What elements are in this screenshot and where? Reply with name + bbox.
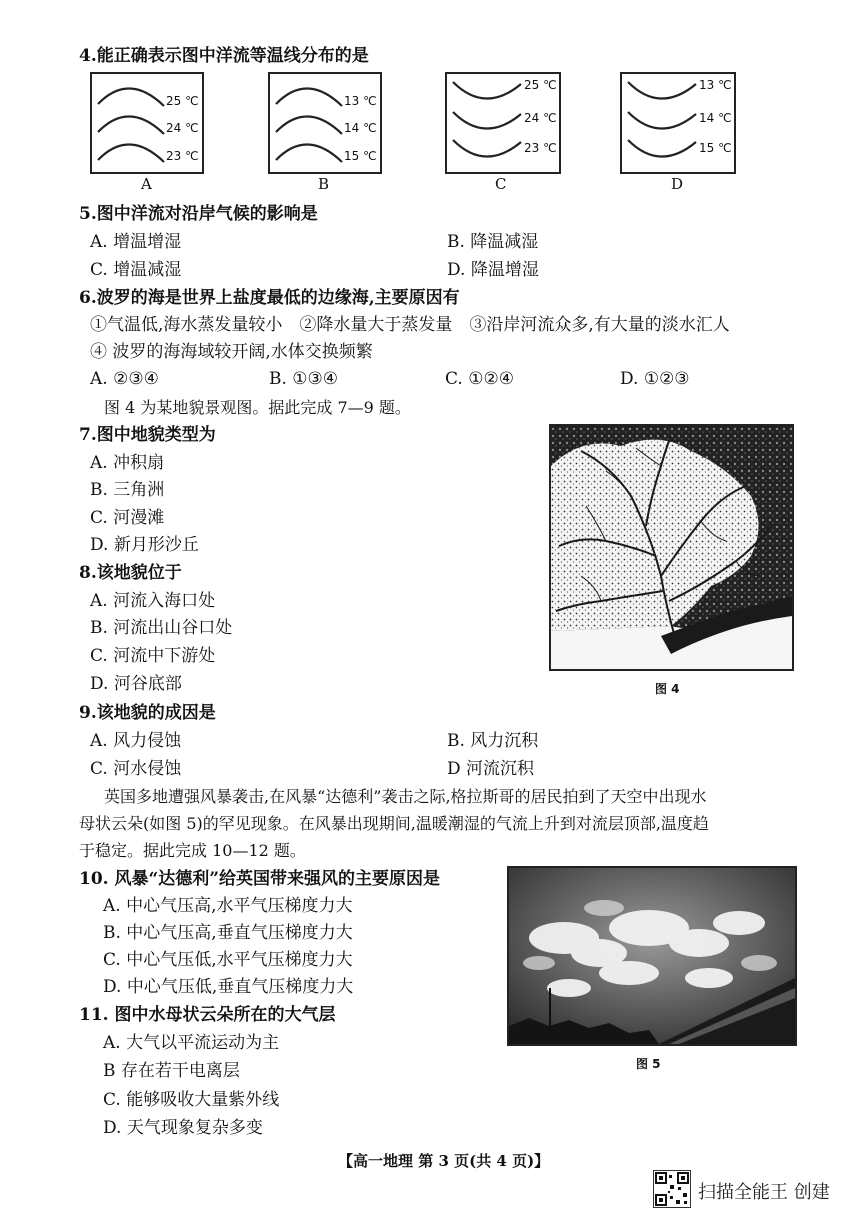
q7-option-a: A. 冲积扇 [90,453,165,473]
q5-option-d: D. 降温增湿 [447,260,539,280]
q9-option-d: D 河流沉积 [447,759,535,779]
isotherm-label: 23 ℃ [524,141,557,155]
q8-option-a: A. 河流入海口处 [90,591,216,611]
q11-option-a: A. 大气以平流运动为主 [103,1033,280,1053]
q7-option-c: C. 河漫滩 [90,508,165,528]
q6-option-c: C. ①②④ [445,369,514,389]
q7-option-b: B. 三角洲 [90,480,165,500]
q9-option-b: B. 风力沉积 [447,731,539,751]
isotherm-box-c [445,72,561,174]
isotherm-label: 24 ℃ [166,121,199,135]
q11-option-c: C. 能够吸收大量紫外线 [103,1090,280,1110]
q9-option-c: C. 河水侵蚀 [90,759,182,779]
intro-storm-line2: 母状云朵(如图 5)的罕见现象。在风暴出现期间,温暖潮湿的气流上升到对流层顶部,温度趋 [79,814,709,833]
q6-stem: 6.波罗的海是世界上盐度最低的边缘海,主要原因有 [79,288,460,308]
q5-option-c: C. 增温减湿 [90,260,182,280]
q11-option-b: B 存在若干电离层 [103,1061,240,1081]
isotherm-box-b [268,72,382,174]
q9-option-a: A. 风力侵蚀 [90,731,182,751]
page-footer: 【高一地理 第 3 页(共 4 页)】 [338,1152,550,1170]
q7-option-d: D. 新月形沙丘 [90,535,199,555]
q11-option-d: D. 天气现象复杂多变 [103,1118,263,1138]
isotherm-label: 13 ℃ [699,78,732,92]
figure-5-cloud-image [507,866,797,1046]
q6-option-a: A. ②③④ [90,369,159,389]
isotherm-label: 25 ℃ [524,78,557,92]
isotherm-label: 15 ℃ [699,141,732,155]
q8-option-d: D. 河谷底部 [90,674,182,694]
q4-stem: 4.能正确表示图中洋流等温线分布的是 [79,46,369,66]
qr-code-icon [653,1170,691,1208]
q10-option-b: B. 中心气压高,垂直气压梯度力大 [103,923,353,943]
q6-option-d: D. ①②③ [620,369,690,389]
q5-option-a: A. 增温增湿 [90,232,182,252]
q8-option-c: C. 河流中下游处 [90,646,216,666]
intro-storm-line3: 于稳定。据此完成 10—12 题。 [79,841,306,860]
intro-storm-line1: 英国多地遭强风暴袭击,在风暴“达德利”袭击之际,格拉斯哥的居民拍到了天空中出现水 [104,787,707,806]
q5-option-b: B. 降温减湿 [447,232,539,252]
isotherm-label: 25 ℃ [166,94,199,108]
q10-option-d: D. 中心气压低,垂直气压梯度力大 [103,977,354,997]
q8-option-b: B. 河流出山谷口处 [90,618,233,638]
q5-stem: 5.图中洋流对沿岸气候的影响是 [79,204,318,224]
option-letter-b: B [318,175,330,193]
isotherm-label: 14 ℃ [699,111,732,125]
q10-option-c: C. 中心气压低,水平气压梯度力大 [103,950,353,970]
figure-5-caption: 图 5 [636,1057,661,1071]
scanner-watermark: 扫描全能王 创建 [698,1182,830,1203]
isotherm-box-a [90,72,204,174]
figure-4-caption: 图 4 [655,682,680,696]
q6-statement-line2: ④ 波罗的海海域较开阔,水体交换频繁 [90,342,373,362]
isotherm-box-d [620,72,736,174]
q10-option-a: A. 中心气压高,水平气压梯度力大 [103,896,353,916]
intro-figure4: 图 4 为某地貌景观图。据此完成 7—9 题。 [104,398,411,417]
isotherm-label: 13 ℃ [344,94,377,108]
q9-stem: 9.该地貌的成因是 [79,703,216,723]
isotherm-label: 15 ℃ [344,149,377,163]
isotherm-label: 14 ℃ [344,121,377,135]
option-letter-c: C [495,175,507,193]
q6-option-b: B. ①③④ [269,369,339,389]
isotherm-label: 24 ℃ [524,111,557,125]
figure-4-delta-image [549,424,794,671]
q7-stem: 7.图中地貌类型为 [79,425,216,445]
q8-stem: 8.该地貌位于 [79,563,182,583]
option-letter-a: A [141,175,152,193]
option-letter-d: D [671,175,684,193]
q10-stem: 10. 风暴“达德利”给英国带来强风的主要原因是 [79,869,441,889]
q6-statement-line1: ①气温低,海水蒸发量较小 ②降水量大于蒸发量 ③沿岸河流众多,有大量的淡水汇人 [90,315,730,335]
isotherm-label: 23 ℃ [166,149,199,163]
q11-stem: 11. 图中水母状云朵所在的大气层 [79,1005,336,1025]
